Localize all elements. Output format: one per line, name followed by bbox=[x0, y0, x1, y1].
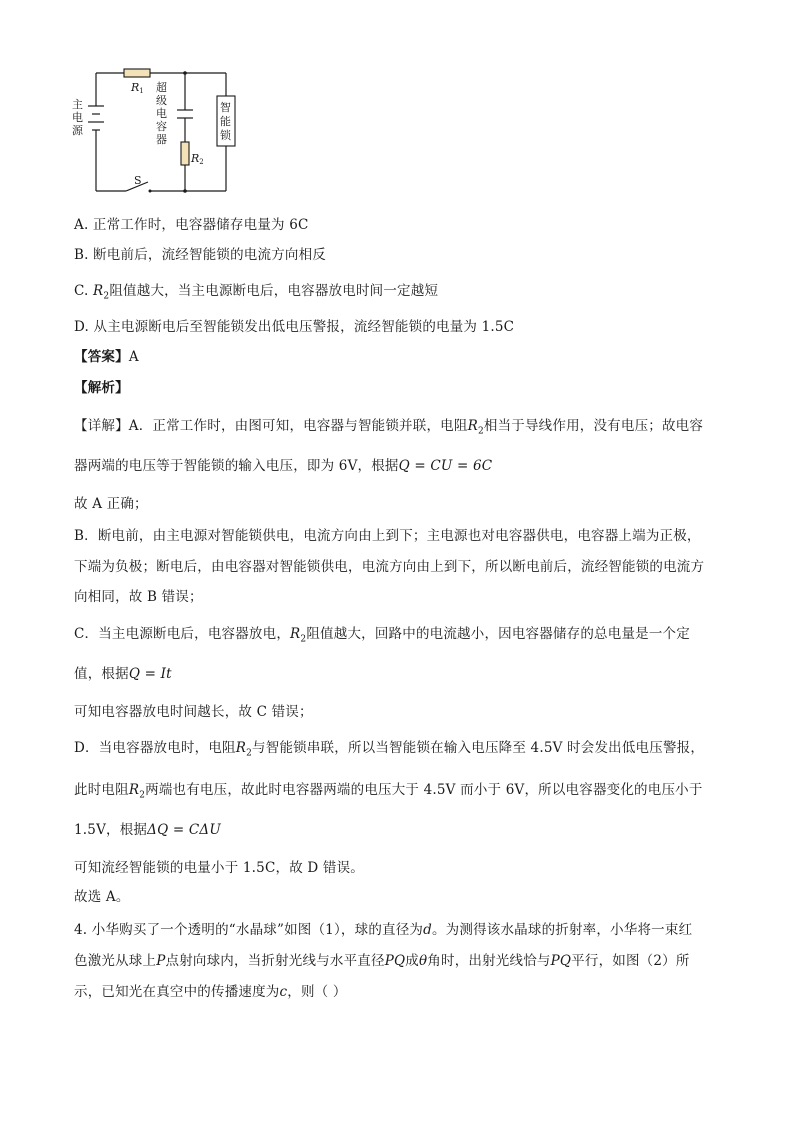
circuit-diagram bbox=[66, 58, 246, 200]
explain-a-line1-pre: 【详解】A．正常工作时，由图可知，电容器与智能锁并联，电阻 bbox=[74, 418, 468, 434]
battery-label bbox=[72, 98, 84, 137]
explain-d-line2-pre: 此时电阻 bbox=[74, 782, 129, 798]
explain-c-line3: 可知电容器放电时间越长，故 C 错误； bbox=[74, 704, 313, 720]
switch-label: S bbox=[134, 174, 142, 187]
explain-d-line4: 可知流经智能锁的电量小于 1.5C，故 D 错误。 bbox=[74, 860, 364, 876]
q4-l3-sym: c bbox=[279, 984, 288, 1000]
explain-b-line1: B．断电前，由主电源对智能锁供电，电流方向由上到下；主电源也对电容器供电，电容器上端为正极， bbox=[74, 528, 701, 544]
q4-l2-sym4: PQ bbox=[550, 953, 572, 969]
q4-l1-pre: 4. 小华购买了一个透明的“水晶球”如图（1），球的直径为 bbox=[74, 922, 424, 938]
svg-text:超: 超 bbox=[156, 81, 167, 94]
q4-l2-sym2: PQ bbox=[384, 953, 406, 969]
explain-b-line3: 向相同，故 B 错误； bbox=[74, 589, 203, 605]
explain-c-line1-sub: 2 bbox=[300, 634, 307, 645]
question4-line3 bbox=[74, 982, 347, 1002]
svg-text:锁: 锁 bbox=[220, 129, 231, 142]
svg-text:容: 容 bbox=[156, 120, 167, 133]
svg-text:源: 源 bbox=[72, 124, 83, 137]
explain-d-line1-sym: R bbox=[235, 740, 247, 756]
svg-text:智: 智 bbox=[220, 101, 231, 114]
q4-l2-pre: 色激光从球上 bbox=[74, 953, 157, 969]
answer-tag: 【答案】 bbox=[74, 349, 129, 365]
q4-l1-sym: d bbox=[423, 922, 432, 938]
svg-text:电: 电 bbox=[72, 111, 83, 124]
q4-l2-sym1: P bbox=[156, 953, 166, 969]
explain-d-line3 bbox=[74, 820, 221, 840]
q4-l1-post: 。为测得该水晶球的折射率，小华将一束红 bbox=[431, 922, 693, 938]
question4-line2 bbox=[74, 951, 690, 971]
switch-contact bbox=[149, 190, 152, 193]
explain-final: 故选 A。 bbox=[74, 889, 130, 905]
option-d: D. 从主电源断电后至智能锁发出低电压警报，流经智能锁的电量为 1.5C bbox=[74, 319, 515, 335]
resistor-r2 bbox=[181, 142, 189, 165]
explain-d-line3-pre: 1.5V，根据 bbox=[74, 822, 148, 838]
explain-a-formula: Q = CU = 6C bbox=[398, 458, 493, 474]
explain-c-line2 bbox=[74, 664, 172, 684]
junction-bottom bbox=[183, 189, 187, 193]
explain-a-line1-post: 相当于导线作用，没有电压；故电容 bbox=[483, 418, 704, 434]
smart-lock-label bbox=[220, 100, 232, 142]
explain-c-line1 bbox=[74, 624, 690, 650]
explain-c-formula: Q = It bbox=[128, 666, 172, 682]
q4-l2-post: 平行，如图（2）所 bbox=[571, 953, 690, 969]
option-c-symbol: R bbox=[93, 283, 104, 299]
explain-d-line1-post: 与智能锁串联，所以当智能锁在输入电压降至 4.5V 时会发出低电压警报， bbox=[252, 740, 705, 756]
q4-l2-sym3: θ bbox=[418, 953, 428, 969]
q4-l3-pre: 示，已知光在真空中的传播速度为 bbox=[74, 984, 280, 1000]
r2-label: R2 bbox=[191, 152, 204, 166]
explain-b-line2: 下端为负极；断电后，由电容器对智能锁供电，电流方向由上到下，所以断电前后，流经智能锁的电流方 bbox=[74, 559, 705, 575]
explain-c-line1-pre: C．当主电源断电后，电容器放电， bbox=[74, 626, 291, 642]
resistor-r1 bbox=[124, 69, 150, 77]
q4-l2-mid1: 点射向球内，当折射光线与水平直径 bbox=[165, 953, 385, 969]
question4-line1 bbox=[74, 920, 692, 940]
option-c-text: 阻值越大，当主电源断电后，电容器放电时间一定越短 bbox=[109, 283, 439, 299]
option-a: A. 正常工作时，电容器储存电量为 6C bbox=[74, 217, 309, 233]
explain-d-line2-sub: 2 bbox=[139, 790, 146, 801]
svg-text:器: 器 bbox=[156, 133, 167, 146]
explain-a-line1 bbox=[74, 416, 703, 442]
r1-label: R1 bbox=[131, 81, 144, 95]
answer-value: A bbox=[128, 349, 139, 365]
junction-top bbox=[183, 71, 187, 75]
explain-a-line1-sub: 2 bbox=[477, 426, 484, 437]
explain-a-line1-sym: R bbox=[467, 418, 478, 434]
explain-d-formula: ΔQ = CΔU bbox=[147, 822, 221, 838]
explain-c-line1-post: 阻值越大，回路中的电流越小，因电容器储存的总电量是一个定 bbox=[306, 626, 690, 642]
q4-l2-mid2: 成 bbox=[405, 953, 419, 969]
explain-a-line2-pre: 器两端的电压等于智能锁的输入电压，即为 6V，根据 bbox=[74, 458, 399, 474]
explain-d-line1-pre: D．当电容器放电时，电阻 bbox=[74, 740, 236, 756]
option-c-subscript: 2 bbox=[103, 291, 110, 302]
explain-d-line2 bbox=[74, 780, 703, 806]
q4-l2-mid3: 角时，出射光线恰与 bbox=[427, 953, 551, 969]
svg-text:主: 主 bbox=[72, 98, 83, 111]
explain-c-line1-sym: R bbox=[290, 626, 301, 642]
explain-a-line2 bbox=[74, 456, 492, 476]
option-b: B. 断电前后，流经智能锁的电流方向相反 bbox=[74, 247, 327, 263]
svg-text:能: 能 bbox=[220, 115, 231, 128]
explain-d-line1-sub: 2 bbox=[246, 748, 253, 759]
capacitor-label bbox=[156, 80, 167, 146]
answer-line bbox=[74, 347, 139, 367]
explain-d-line2-post: 两端也有电压，故此时电容器两端的电压大于 4.5V 而小于 6V，所以电容器变化的电压小于 bbox=[145, 782, 703, 798]
explain-d-line2-sym: R bbox=[128, 782, 140, 798]
explain-c-line2-pre: 值，根据 bbox=[74, 666, 129, 682]
analysis-tag: 【解析】 bbox=[74, 380, 129, 396]
explain-d-line1 bbox=[74, 738, 704, 764]
explain-a-line3: 故 A 正确； bbox=[74, 496, 148, 512]
svg-text:电: 电 bbox=[156, 107, 167, 120]
q4-l3-post: ，则（ ） bbox=[287, 984, 347, 1000]
svg-text:级: 级 bbox=[156, 94, 167, 107]
option-c bbox=[74, 281, 438, 307]
option-c-prefix: C. bbox=[74, 283, 94, 299]
